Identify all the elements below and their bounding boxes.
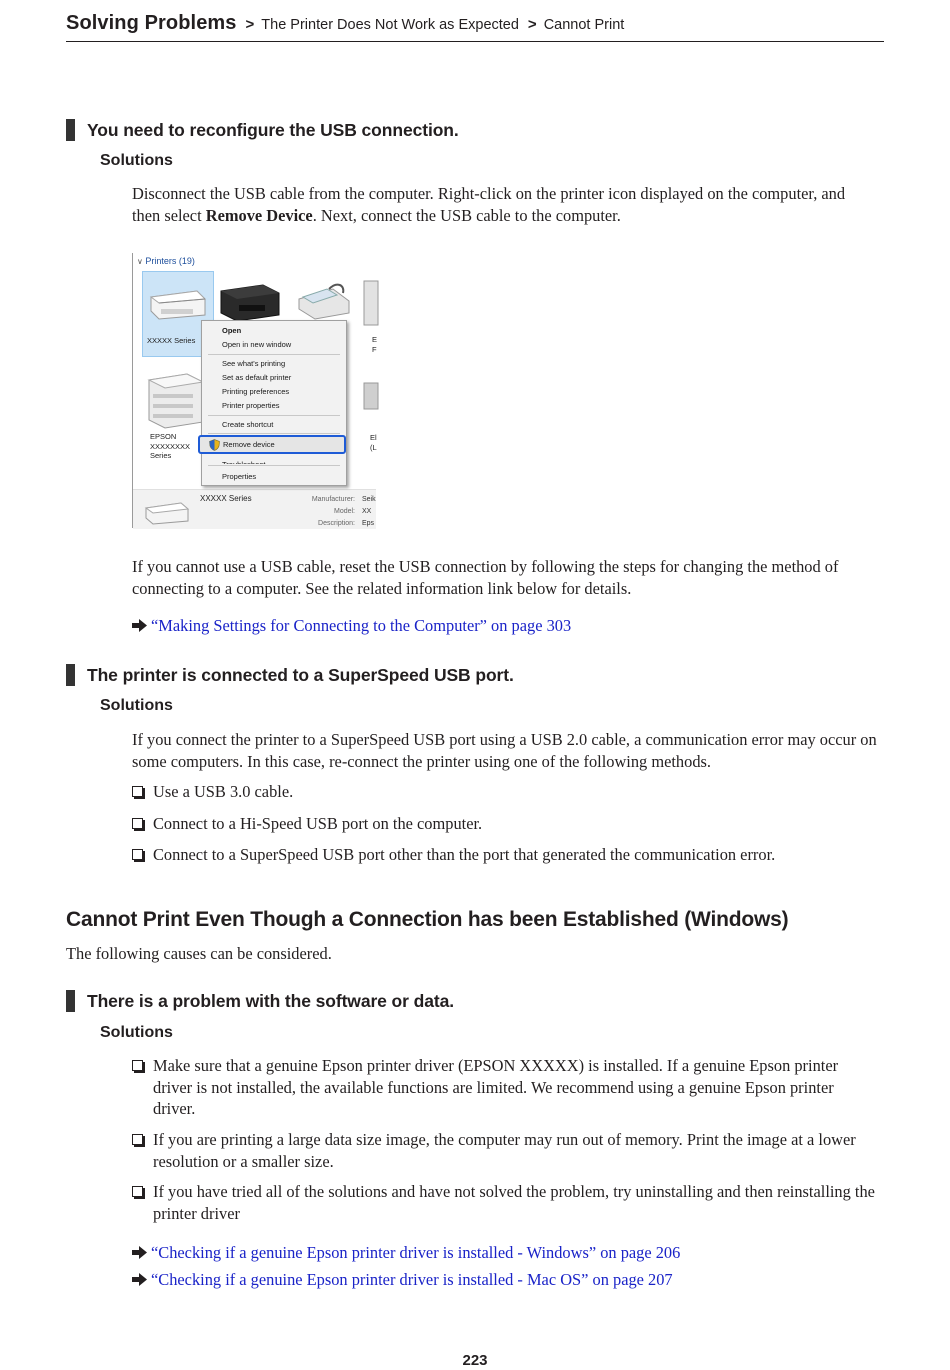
printer-icon [145,368,207,430]
menu-divider [208,415,340,416]
chevron-down-icon: ∨ [137,257,143,266]
section-heading [66,119,459,141]
page-header [66,12,884,42]
checkbox-bullet-icon [132,818,143,829]
checkbox-bullet-icon [132,786,143,797]
menu-item-properties[interactable]: Properties [222,472,257,481]
heading-bar [66,990,75,1012]
list-item-text: Make sure that a genuine Epson printer driver (EPSON XXXXX) is installed. If a genuine Epson printer driver is not installed, the available functions are limited. We recommend using a genuine Epson printer driver. [153,1056,839,1118]
details-pane [133,489,376,529]
fragment-line: F [372,344,377,354]
heading-text: The printer is connected to a SuperSpeed USB port. [87,664,514,685]
detail-value: Seik [362,496,376,503]
link-text[interactable]: “Making Settings for Connecting to the Computer” on page 303 [151,616,572,635]
related-link[interactable] [132,1242,680,1264]
fragment-line: E [372,335,378,344]
heading-text: You need to reconfigure the USB connection. [87,119,459,140]
breadcrumb-section: Solving Problems [66,12,237,34]
printer-icon [293,279,353,321]
list-item-text: Connect to a Hi-Speed USB port on the computer. [153,814,483,833]
checkbox-bullet-icon [132,1186,143,1197]
menu-item-printing-preferences[interactable]: Printing preferences [222,387,290,396]
detail-label: Model: [333,508,355,515]
menu-divider [208,465,340,466]
fragment-line: El [370,433,377,442]
link-text[interactable]: “Checking if a genuine Epson printer driver is installed - Windows” on page 206 [151,1243,681,1262]
menu-item-remove-device[interactable]: Remove device [223,440,275,449]
heading-text: There is a problem with the software or data. [87,990,454,1011]
printer-icon [364,381,378,411]
paragraph [132,183,877,226]
menu-item-set-default[interactable]: Set as default printer [222,373,292,382]
related-link[interactable] [132,615,571,637]
list-item [132,1181,877,1224]
printer-label-fragment [370,433,377,452]
paragraph: The following causes can be considered. [66,944,332,963]
list-item-text: If you have tried all of the solutions and have not solved the problem, try uninstalling and then reinstalling the printer driver [153,1182,875,1223]
menu-item-open-new-window[interactable]: Open in new window [222,340,292,349]
section-heading [66,990,454,1012]
arrow-right-icon [132,1246,147,1259]
list-item-text: If you are printing a large data size image, the computer may run out of memory. Print the image at a lower resolution or a smaller size. [153,1130,856,1171]
breadcrumb-separator: > [527,16,537,33]
page-number: 223 [462,1352,488,1369]
remove-device-highlight[interactable] [198,435,346,454]
checkbox-bullet-icon [132,849,143,860]
solutions-label: Solutions [100,697,173,714]
list-item-text: Use a USB 3.0 cable. [153,782,294,801]
paragraph: If you connect the printer to a SuperSpeed USB port using a USB 2.0 cable, a communication error may occur on some computers. In this case, re-connect the printer using one of the following methods. [132,730,877,771]
detail-printer-name: XXXXX Series [200,494,252,503]
arrow-right-icon [132,1273,147,1286]
label-line: XXXXXXXX [150,441,191,451]
menu-divider [208,433,340,434]
menu-item-open[interactable]: Open [222,326,242,335]
arrow-right-icon [132,619,147,632]
printer-icon [147,281,207,323]
list-item [132,781,877,803]
printer-label-fragment [372,335,377,354]
detail-value: Eps [362,520,375,527]
list-item [132,813,877,835]
detail-value: XX [362,508,372,515]
heading-bar [66,664,75,686]
detail-label: Description: [318,520,355,527]
section-heading [66,664,514,686]
list-item [132,1055,877,1120]
menu-item-see-printing[interactable]: See what's printing [222,359,286,368]
breadcrumb-item: The Printer Does Not Work as Expected [261,17,519,33]
paragraph: If you cannot use a USB cable, reset the USB connection by following the steps for changing the method of connecting to a computer. See the related information link below for details. [132,557,839,598]
link-text[interactable]: “Checking if a genuine Epson printer driver is installed - Mac OS” on page 207 [151,1270,673,1289]
related-link[interactable] [132,1269,673,1291]
breadcrumb-item: Cannot Print [543,17,625,33]
menu-item-create-shortcut[interactable]: Create shortcut [222,420,274,429]
breadcrumb-separator: > [245,16,255,33]
list-item [132,1129,877,1172]
context-menu [201,320,347,486]
solutions-label: Solutions [100,152,173,169]
label-line: EPSON [150,432,177,441]
list-item [132,844,877,866]
fragment-line: (L [370,442,377,452]
section-title: Cannot Print Even Though a Connection has been Established (Windows) [66,908,789,931]
printer-icon [143,496,191,526]
text-run: Disconnect the USB cable from the computer. Right-click on the printer icon displayed on the computer, and then select [132,184,846,225]
printer-label [150,432,190,461]
group-title-text: Printers (19) [145,256,195,266]
menu-divider [208,354,340,355]
bold-text: Remove Device [205,205,313,225]
heading-bar [66,119,75,141]
detail-label: Manufacturer: [311,496,355,503]
printer-icon [217,279,283,324]
list-item-text: Connect to a SuperSpeed USB port other than the port that generated the communication error. [153,845,776,864]
shield-icon [209,439,220,451]
menu-item-printer-properties[interactable]: Printer properties [222,401,280,410]
solutions-label: Solutions [100,1024,173,1041]
text-run: . Next, connect the USB cable to the computer. [312,205,621,225]
printers-screenshot [132,253,376,528]
checkbox-bullet-icon [132,1060,143,1071]
printer-label: XXXXX Series [147,336,196,345]
printers-group-title [137,256,195,266]
checkbox-bullet-icon [132,1134,143,1145]
label-line: Series [150,451,172,460]
printer-icon [364,279,378,327]
